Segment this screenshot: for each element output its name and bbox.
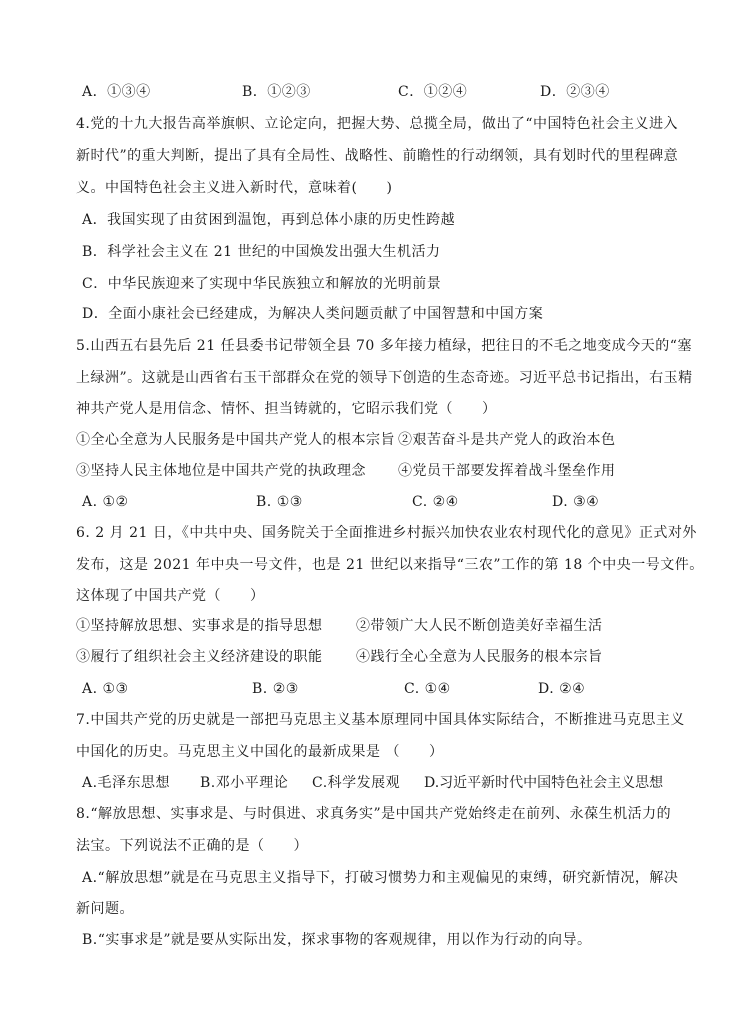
q8-stem-line-2 (0, 834, 745, 858)
q5-statement-1: ①全心全意为人民服务是中国共产党人的根本宗旨 (76, 432, 395, 448)
q8-option-a-line-1 (0, 866, 745, 890)
q6-stem-text: 6. 2 月 21 日，《中共中央、国务院关于全面推进乡村振兴加快农业农村现代化的意见》正式对外 (76, 525, 697, 541)
q5-stem-line-3 (0, 397, 745, 421)
q6-option-a[interactable]: A. ①③ (82, 681, 129, 697)
q6-statement-2: ②带领广大人民不断创造美好幸福生活 (356, 618, 603, 634)
q5-statement-3: ③坚持人民主体地位是中国共产党的执政理念 (76, 463, 366, 479)
q5-stem-line-1 (0, 334, 745, 358)
q8-option-b[interactable]: B.“实事求是”就是要从实际出发，探求事物的客观规律，用以作为行动的向导。 (82, 932, 592, 948)
q5-statements-row-1 (0, 428, 745, 452)
q4-stem-line-1 (0, 112, 745, 136)
q7-option-c[interactable]: C.科学发展观 (312, 775, 401, 791)
q4-option-c[interactable]: C．中华民族迎来了实现中华民族独立和解放的光明前景 (82, 276, 442, 292)
q6-stem-line-2 (0, 553, 745, 577)
q5-option-b[interactable]: B. ①③ (256, 494, 303, 510)
q3-options-row (0, 80, 745, 104)
q4-option-a[interactable]: A．我国实现了由贫困到温饱，再到总体小康的历史性跨越 (82, 212, 456, 228)
q6-stem-text: 这体现了中国共产党（ ） (76, 588, 265, 604)
q5-options-row (0, 490, 745, 514)
q4-option-b-row (0, 240, 745, 264)
q5-stem-text: 上绿洲”。这就是山西省右玉干部群众在党的领导下创造的生态奇迹。习近平总书记指出，右玉精 (76, 370, 693, 386)
q3-option-c[interactable]: C．①②④ (398, 84, 468, 100)
q7-stem-text: 中国化的历史。马克思主义中国化的最新成果是 （ ） (76, 744, 444, 760)
q7-stem-line-2 (0, 740, 745, 764)
q8-option-a-line-2 (0, 897, 745, 921)
q3-option-a[interactable]: A．①③④ (82, 84, 151, 100)
q6-statements-row-1 (0, 614, 745, 638)
q5-statement-4: ④党员干部要发挥着战斗堡垒作用 (398, 463, 616, 479)
q6-statement-3: ③履行了组织社会主义经济建设的职能 (76, 649, 323, 665)
q6-stem-text: 发布，这是 2021 年中央一号文件，也是 21 世纪以来指导“三农”工作的第 18 个中央一号文件。 (76, 557, 704, 573)
q4-stem-line-3 (0, 176, 745, 200)
q4-stem-text: 4.党的十九大报告高举旗帜、立论定向，把握大势、总揽全局，做出了“中国特色社会主义进入 (76, 116, 679, 132)
q8-stem-text: 法宝。下列说法不正确的是（ ） (76, 838, 308, 854)
q5-option-a[interactable]: A. ①② (82, 494, 129, 510)
q7-option-b[interactable]: B.邓小平理论 (200, 775, 289, 791)
q4-option-d-row (0, 302, 745, 326)
q7-options-row (0, 771, 745, 795)
q3-option-d[interactable]: D．②③④ (540, 84, 610, 100)
q4-stem-line-2 (0, 144, 745, 168)
q6-option-c[interactable]: C. ①④ (404, 681, 451, 697)
q4-option-b[interactable]: B．科学社会主义在 21 世纪的中国焕发出强大生机活力 (82, 244, 441, 260)
q5-option-d[interactable]: D. ③④ (552, 494, 600, 510)
q3-option-b[interactable]: B．①②③ (242, 84, 311, 100)
q4-option-d[interactable]: D．全面小康社会已经建成，为解决人类问题贡献了中国智慧和中国方案 (82, 306, 544, 322)
q4-option-a-row (0, 208, 745, 232)
q5-stem-text: 神共产党人是用信念、情怀、担当铸就的，它昭示我们党（ ） (76, 401, 497, 417)
q5-stem-text: 5.山西五右县先后 21 任县委书记带领全县 70 多年接力植绿，把往日的不毛之地变成今天的“塞 (76, 338, 692, 354)
q4-stem-text: 新时代”的重大判断，提出了具有全局性、战略性、前瞻性的行动纲领，具有划时代的里程碑意 (76, 148, 679, 164)
q8-option-b-row (0, 928, 745, 952)
q5-statement-2: ②艰苦奋斗是共产党人的政治本色 (398, 432, 616, 448)
q5-option-c[interactable]: C. ②④ (412, 494, 459, 510)
q6-statements-row-2 (0, 645, 745, 669)
q6-options-row (0, 677, 745, 701)
q6-statement-1: ①坚持解放思想、实事求是的指导思想 (76, 618, 323, 634)
q4-option-c-row (0, 272, 745, 296)
q7-stem-text: 7.中国共产党的历史就是一部把马克思主义基本原理同中国具体实际结合，不断推进马克思主义 (76, 712, 685, 728)
q5-statements-row-2 (0, 459, 745, 483)
q6-statement-4: ④践行全心全意为人民服务的根本宗旨 (356, 649, 603, 665)
q8-option-a[interactable]: A.“解放思想”就是在马克思主义指导下，打破习惯势力和主观偏见的束缚，研究新情况，解决 (82, 870, 679, 886)
q7-option-d[interactable]: D.习近平新时代中国特色社会主义思想 (424, 775, 664, 791)
q8-option-a-cont: 新问题。 (76, 901, 134, 917)
q7-stem-line-1 (0, 708, 745, 732)
q6-option-b[interactable]: B. ②③ (252, 681, 299, 697)
q8-stem-line-1 (0, 802, 745, 826)
q6-stem-line-1 (0, 521, 745, 545)
q6-option-d[interactable]: D. ②④ (538, 681, 586, 697)
q5-stem-line-2 (0, 366, 745, 390)
q6-stem-line-3 (0, 584, 745, 608)
q4-stem-text: 义。中国特色社会主义进入新时代，意味着( ) (76, 180, 393, 196)
q7-option-a[interactable]: A.毛泽东思想 (82, 775, 171, 791)
q8-stem-text: 8.“解放思想、实事求是、与时俱进、求真务实”是中国共产党始终走在前列、永葆生机活力的 (76, 806, 672, 822)
